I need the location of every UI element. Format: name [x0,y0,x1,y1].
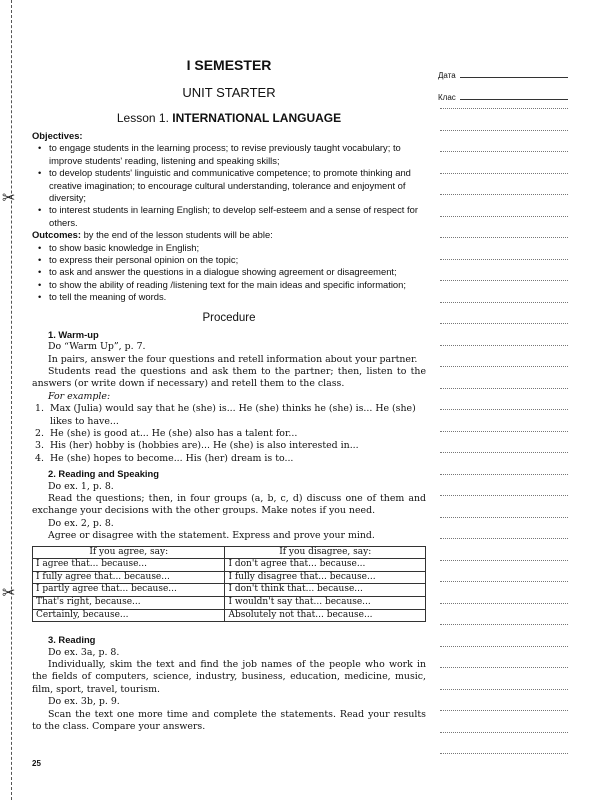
reading-p2: Individually, skim the text and find the job names of the people who work in the fields of computers, science, industry, business, education, medicine, music, film, sport, travel, tourism. [32,658,426,695]
agree-disagree-table [32,546,426,623]
table-row [33,571,426,584]
note-line[interactable] [440,345,568,346]
outcomes-intro: by the end of the lesson students will be able: [80,229,273,241]
rs-p3: Do ex. 2, p. 8. [48,517,114,529]
unit-title: UNIT STARTER [182,85,276,100]
date-field [438,58,568,80]
table-header: If you disagree, say: [225,546,426,559]
example-label: For example: [48,390,111,402]
table-cell: I don't think that... because... [225,584,426,597]
cut-line [11,0,12,800]
table-row [33,596,426,609]
note-line[interactable] [440,130,568,131]
table-cell: I don't agree that... because... [225,559,426,572]
note-line[interactable] [440,431,568,432]
note-line[interactable] [440,732,568,733]
outcomes-line [32,229,426,241]
lesson-name: INTERNATIONAL LANGUAGE [172,111,342,125]
class-input-line[interactable] [460,99,568,100]
table-cell: I wouldn't say that... because... [225,596,426,609]
table-row [33,559,426,572]
semester-title: I SEMESTER [186,57,272,73]
note-line[interactable] [440,237,568,238]
lesson-content [32,56,426,733]
warmup-p2: In pairs, answer the four questions and retell information about your partner. [48,353,418,365]
note-line[interactable] [440,624,568,625]
warmup-title: 1. Warm-up [48,328,99,340]
note-line[interactable] [440,710,568,711]
list-item: • to engage students in the learning process; to revise previously taught vocabulary; to improve students' reading, listening and speaking skills; [32,142,426,167]
table-cell: Certainly, because... [33,609,225,622]
reading-p3: Do ex. 3b, p. 9. [48,696,120,708]
list-item: 2. He (she) is good at... He (she) also has a talent for... [35,427,298,439]
reading-title: 3. Reading [48,634,96,646]
page-number: 25 [32,759,41,768]
note-line[interactable] [440,495,568,496]
rs-p2: Read the questions; then, in four groups (a, b, c, d) discuss one of them and exchange your decisions with the other groups. Make notes if you need. [32,492,426,517]
note-line[interactable] [440,280,568,281]
note-line[interactable] [440,388,568,389]
warmup-p3: Students read the questions and ask them to the partner; then, listen to the answers (or write down if necessary) and retell them to the class. [32,365,426,390]
outcomes-list [32,242,426,304]
outcomes-heading: Outcomes: [32,229,81,241]
class-label: Клас [438,93,456,102]
scissors-icon: ✂ [2,583,16,602]
table-header-row [33,546,426,559]
list-item: • to show the ability of reading /listening text for the main ideas and specific information; [32,279,426,291]
list-item: • to ask and answer the questions in a dialogue showing agreement or disagreement; [32,266,426,278]
list-item: • to tell the meaning of words. [32,291,426,303]
objectives-list [32,142,426,229]
lesson-title [32,110,426,126]
warmup-p1: Do “Warm Up”, p. 7. [48,341,146,353]
note-line[interactable] [440,517,568,518]
date-label: Дата [438,71,456,80]
note-line[interactable] [440,323,568,324]
reading-p1: Do ex. 3a, p. 8. [48,646,120,658]
note-line[interactable] [440,409,568,410]
list-item: • to show basic knowledge in English; [32,242,426,254]
note-line[interactable] [440,538,568,539]
objectives-heading: Objectives: [32,130,83,141]
note-line[interactable] [440,151,568,152]
examples-list [32,403,426,465]
table-cell: I fully disagree that... because... [225,571,426,584]
rs-p1: Do ex. 1, p. 8. [48,480,114,492]
procedure-heading: Procedure [202,311,256,324]
note-line[interactable] [440,689,568,690]
table-row [33,584,426,597]
note-line[interactable] [440,173,568,174]
rs-p4: Agree or disagree with the statement. Express and prove your mind. [48,530,375,542]
note-line[interactable] [440,108,568,109]
lesson-prefix: Lesson 1. [116,111,169,125]
objectives-block [32,130,426,304]
list-item: • to develop students' linguistic and communicative competence; to promote thinking and creative imagination; to encourage cultural understanding, tolerance and enjoyment of diversity; [32,167,426,204]
note-line[interactable] [440,194,568,195]
date-input-line[interactable] [460,77,568,78]
note-line[interactable] [440,259,568,260]
list-item: 4. He (she) hopes to become... His (her) dream is to... [35,452,294,464]
note-line[interactable] [440,474,568,475]
table-cell: I agree that... because... [33,559,225,572]
table-header: If you agree, say: [33,546,225,559]
note-line[interactable] [440,753,568,754]
note-line[interactable] [440,366,568,367]
note-line[interactable] [440,216,568,217]
note-line[interactable] [440,302,568,303]
note-line[interactable] [440,646,568,647]
note-line[interactable] [440,667,568,668]
table-cell: I fully agree that... because... [33,571,225,584]
table-cell: That's right, because... [33,596,225,609]
table-row [33,609,426,622]
table-cell: Absolutely not that... because... [225,609,426,622]
note-line[interactable] [440,560,568,561]
reading-p4: Scan the text one more time and complete the statements. Read your results to the class. Compare your answers. [32,708,426,732]
list-item: 1. Max (Julia) would say that he (she) is... He (she) thinks he (she) is... He (she) likes to have... [35,403,416,427]
class-field [438,80,568,102]
list-item: • to interest students in learning English; to develop self-esteem and a sense of respect for others. [32,204,426,229]
scissors-icon: ✂ [2,188,16,207]
sidebar-fields [438,58,568,102]
note-line[interactable] [440,452,568,453]
list-item: 3. His (her) hobby is (hobbies are)... He (she) is also interested in... [35,440,359,452]
table-cell: I partly agree that... because... [33,584,225,597]
reading-speaking-title: 2. Reading and Speaking [48,468,159,480]
list-item: • to express their personal opinion on the topic; [32,254,426,266]
note-line[interactable] [440,581,568,582]
note-line[interactable] [440,603,568,604]
